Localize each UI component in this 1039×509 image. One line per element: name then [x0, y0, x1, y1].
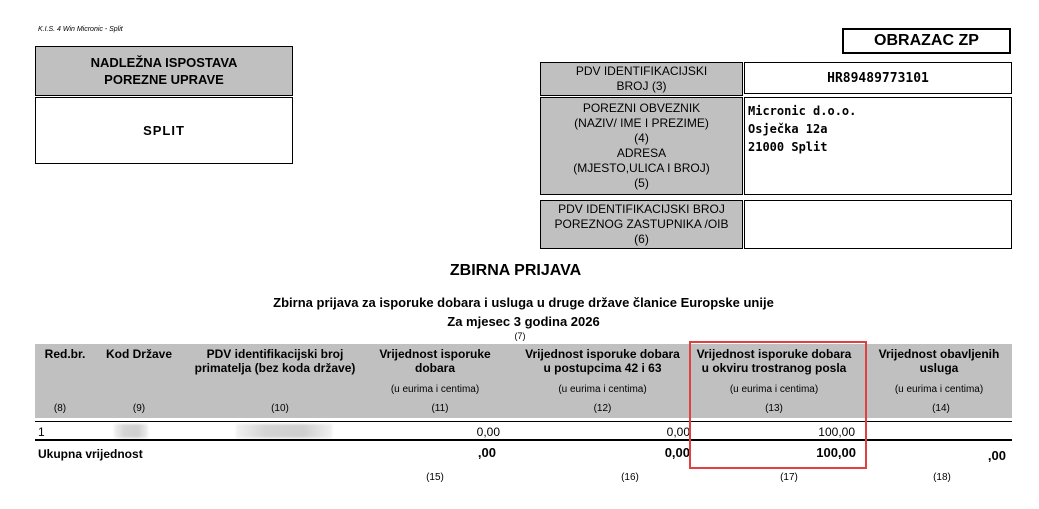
taxpayer-label-line2: (NAZIV/ IME I PREZIME) — [574, 116, 709, 130]
vat-id-label — [540, 62, 743, 96]
representative-label — [540, 200, 743, 249]
col-header-vat-recipient-line2: primatelja (bez koda države) — [194, 361, 356, 375]
code-9: (9) — [132, 403, 146, 414]
office-label-line1: NADLEŽNA ISPOSTAVA — [90, 55, 238, 70]
redacted-country-code — [114, 424, 148, 438]
office-label-line2: POREZNE UPRAVE — [104, 72, 224, 87]
form-title: OBRAZAC ZP — [842, 28, 1011, 54]
col-header-services-line2: usluga — [919, 361, 959, 375]
vat-id-label-line1: PDV IDENTIFIKACIJSKI — [575, 64, 708, 78]
col-header-triangular-line1: Vrijednost isporuke dobara — [696, 347, 852, 361]
vat-id-value: HR89489773101 — [744, 62, 1012, 94]
representative-label-line1: PDV IDENTIFIKACIJSKI BROJ — [558, 202, 725, 216]
taxpayer-label-line1: POREZNI OBVEZNIK — [582, 101, 701, 115]
code-13: (13) — [765, 403, 783, 414]
taxpayer-label-line3: (4) — [634, 131, 649, 145]
row-triangular-value: 100,00 — [818, 425, 855, 439]
taxpayer-value — [744, 97, 1012, 195]
total-goods: ,00 — [477, 445, 496, 460]
representative-label-line2: POREZNOG ZASTUPNIKA /OIB — [554, 217, 729, 231]
taxpayer-label-line4: ADRESA — [616, 146, 667, 160]
code-12: (12) — [593, 403, 612, 414]
code-17: (17) — [780, 472, 798, 483]
col-header-procedures — [505, 347, 700, 375]
period: Za mjesec 3 godina 2026 — [447, 314, 600, 329]
code-15: (15) — [426, 472, 444, 483]
document-subheading: Zbirna prijava za isporuke dobara i usluga u druge države članice Europske unije — [273, 295, 774, 310]
unit-services: (u eurima i centima) — [894, 384, 984, 395]
total-triangular: 100,00 — [816, 445, 856, 460]
software-caption: K.I.S. 4 Win Micronic - Split — [38, 26, 123, 33]
col-header-vat-recipient-line1: PDV identifikacijski broj — [206, 347, 344, 361]
row-rb: 1 — [38, 425, 45, 439]
code-18: (18) — [933, 472, 951, 483]
col-header-vat-recipient — [180, 347, 370, 375]
unit-triangular: (u eurima i centima) — [729, 384, 819, 395]
representative-label-line3: (6) — [634, 232, 649, 246]
office-value: SPLIT — [35, 97, 293, 164]
representative-value — [744, 200, 1012, 249]
row-procedures-value: 0,00 — [666, 425, 690, 439]
vat-id-label-line2: BROJ (3) — [616, 79, 667, 93]
code-11: (11) — [431, 403, 449, 414]
col-header-procedures-line1: Vrijednost isporuke dobara — [525, 347, 680, 361]
taxpayer-label-line5: (MJESTO,ULICA I BROJ) — [573, 161, 710, 175]
code-8: (8) — [53, 403, 67, 414]
office-label — [35, 46, 293, 96]
col-header-country: Kod Države — [105, 347, 173, 361]
code-14: (14) — [932, 403, 950, 414]
col-header-services-line1: Vrijednost obavljenih — [878, 347, 1000, 361]
period-code: (7) — [514, 331, 526, 341]
unit-procedures: (u eurima i centima) — [558, 384, 647, 395]
unit-goods: (u eurima i centima) — [390, 384, 480, 395]
col-header-procedures-line2: u postupcima 42 i 63 — [543, 361, 662, 375]
taxpayer-label-line6: (5) — [634, 176, 649, 190]
col-header-triangular-line2: u okviru trostranog posla — [701, 361, 847, 375]
col-header-services — [866, 347, 1012, 375]
taxpayer-city: 21000 Split — [748, 140, 828, 154]
taxpayer-label — [540, 97, 743, 195]
document-heading: ZBIRNA PRIJAVA — [449, 262, 582, 279]
row-goods-value: 0,00 — [476, 425, 500, 439]
col-header-goods — [370, 347, 500, 375]
col-header-rb: Red.br. — [44, 347, 86, 361]
taxpayer-street: Osječka 12a — [748, 122, 828, 136]
col-header-goods-line2: dobara — [414, 361, 455, 375]
redacted-vat-number — [236, 424, 332, 438]
total-services: ,00 — [987, 448, 1006, 463]
triangular-column-highlight — [689, 341, 867, 469]
taxpayer-name: Micronic d.o.o. — [748, 104, 857, 118]
col-header-goods-line1: Vrijednost isporuke — [379, 347, 491, 361]
total-procedures: 0,00 — [664, 445, 690, 460]
code-16: (16) — [621, 472, 639, 483]
code-10: (10) — [271, 403, 289, 414]
totals-label: Ukupna vrijednost — [38, 447, 143, 461]
